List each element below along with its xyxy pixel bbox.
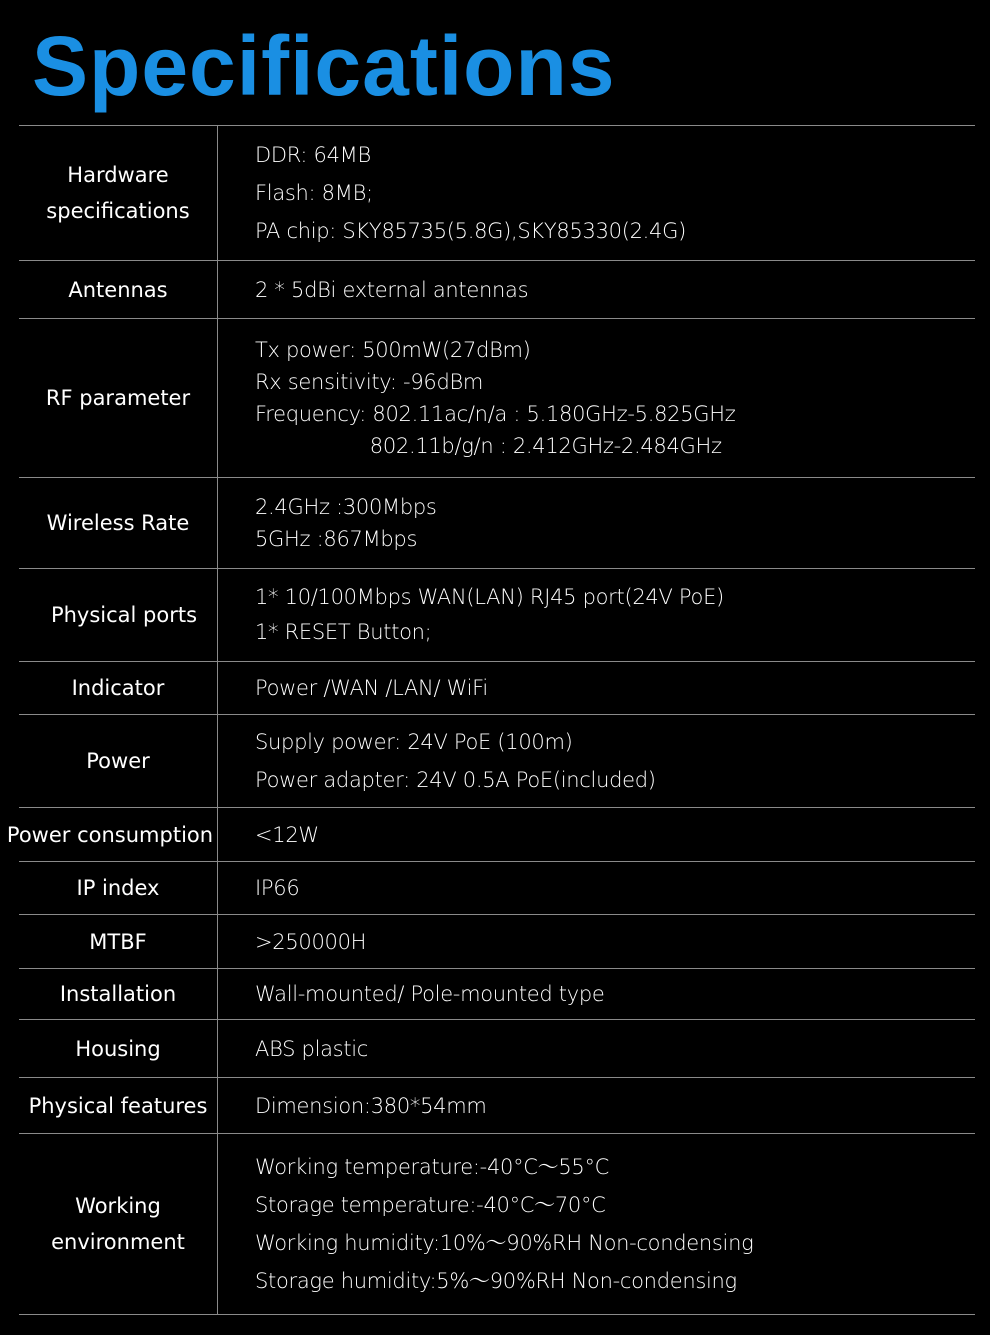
spec-value [218,808,975,861]
spec-label [19,1134,218,1314]
spec-value-line: Power /WAN /LAN/ WiFi [255,676,488,700]
spec-value-line: 2 * 5dBi external antennas [255,277,529,302]
spec-value-line: Dimension:380*54mm [255,1093,487,1118]
spec-label [19,1020,218,1077]
spec-value-line: Storage humidity:5%～90%RH Non-condensing [255,1269,737,1293]
spec-value-line: PA chip: SKY85735(5.8G),SKY85330(2.4G) [255,219,686,243]
spec-value [218,1134,975,1314]
spec-label [6,808,218,861]
spec-row-rf-parameter [19,319,975,478]
spec-label-line: Working [75,1194,161,1218]
spec-value [218,478,975,568]
spec-label [19,662,218,714]
spec-value [218,969,975,1019]
page-title: Specifications [32,19,616,113]
spec-label-line: environment [51,1230,185,1254]
spec-label-line: Housing [75,1036,161,1061]
spec-value [218,662,975,714]
spec-label [19,915,218,968]
spec-label [19,715,218,807]
spec-row-hardware [19,126,975,261]
spec-label [19,261,218,318]
spec-value [218,1078,975,1133]
spec-value-line: Working humidity:10%～90%RH Non-condensing [255,1231,754,1255]
spec-label-line: Antennas [68,277,168,302]
spec-value [218,569,975,661]
spec-value-line: 5GHz :867Mbps [255,527,418,551]
spec-value-line: 802.11b/g/n : 2.412GHz-2.484GHz [255,434,722,458]
spec-label-line: specifications [46,199,190,223]
spec-row-wireless-rate [19,478,975,569]
spec-value [218,715,975,807]
spec-label [19,319,218,477]
spec-value-line: Storage temperature:-40°C～70°C [255,1193,606,1217]
spec-row-power-consumption [6,808,975,862]
spec-row-antennas [19,261,975,319]
spec-row-physical-ports [19,569,975,662]
spec-value-line: Rx sensitivity: -96dBm [255,370,484,394]
spec-value-line: Power adapter: 24V 0.5A PoE(included) [255,768,656,792]
spec-value-line: Wall-mounted/ Pole-mounted type [255,982,605,1006]
spec-value-line: <12W [255,822,319,847]
spec-value [218,1020,975,1077]
spec-value-line: Tx power: 500mW(27dBm) [255,338,531,362]
spec-label-line: Hardware [67,163,169,187]
spec-value-line: ABS plastic [255,1036,369,1061]
spec-value [218,126,975,260]
spec-label [19,569,218,661]
spec-label [19,478,218,568]
spec-value-line: IP66 [255,876,300,900]
spec-label [19,126,218,260]
spec-label [19,1078,218,1133]
spec-label-line: Physical features [28,1093,208,1118]
spec-row-mtbf [19,915,975,969]
spec-value [218,862,975,914]
spec-row-installation [19,969,975,1020]
spec-row-ip-index [19,862,975,915]
spec-value-line: Working temperature:-40°C～55°C [255,1155,610,1179]
spec-value [218,319,975,477]
spec-label-line: Power consumption [6,822,214,847]
spec-value-line: DDR: 64MB [255,143,371,167]
spec-label-line: Installation [59,982,177,1006]
spec-label [19,969,218,1019]
spec-row-housing [19,1020,975,1078]
spec-table [6,125,975,1315]
spec-label-line: MTBF [89,929,147,954]
spec-value-line: 1* 10/100Mbps WAN(LAN) RJ45 port(24V PoE) [255,585,724,609]
spec-label-line: Indicator [71,676,165,700]
spec-label-line: Physical ports [50,603,198,627]
spec-label-line: Power [86,749,150,773]
spec-value-line: 2.4GHz :300Mbps [255,495,437,519]
spec-value [218,261,975,318]
spec-row-power [19,715,975,808]
spec-value-line: Flash: 8MB; [255,181,373,205]
spec-label-line: Wireless Rate [46,511,190,535]
spec-row-physical-features [19,1078,975,1134]
spec-value-line: 1* RESET Button; [255,620,432,644]
spec-value [218,915,975,968]
spec-label-line: IP index [76,876,160,900]
spec-value-line: Supply power: 24V PoE (100m) [255,730,573,754]
spec-value-line: Frequency: 802.11ac/n/a : 5.180GHz-5.825GHz [255,402,736,426]
spec-label-line: RF parameter [45,386,191,410]
spec-label [19,862,218,914]
spec-row-indicator [19,662,975,715]
spec-value-line: >250000H [255,929,367,954]
spec-row-working-environment [19,1134,975,1315]
